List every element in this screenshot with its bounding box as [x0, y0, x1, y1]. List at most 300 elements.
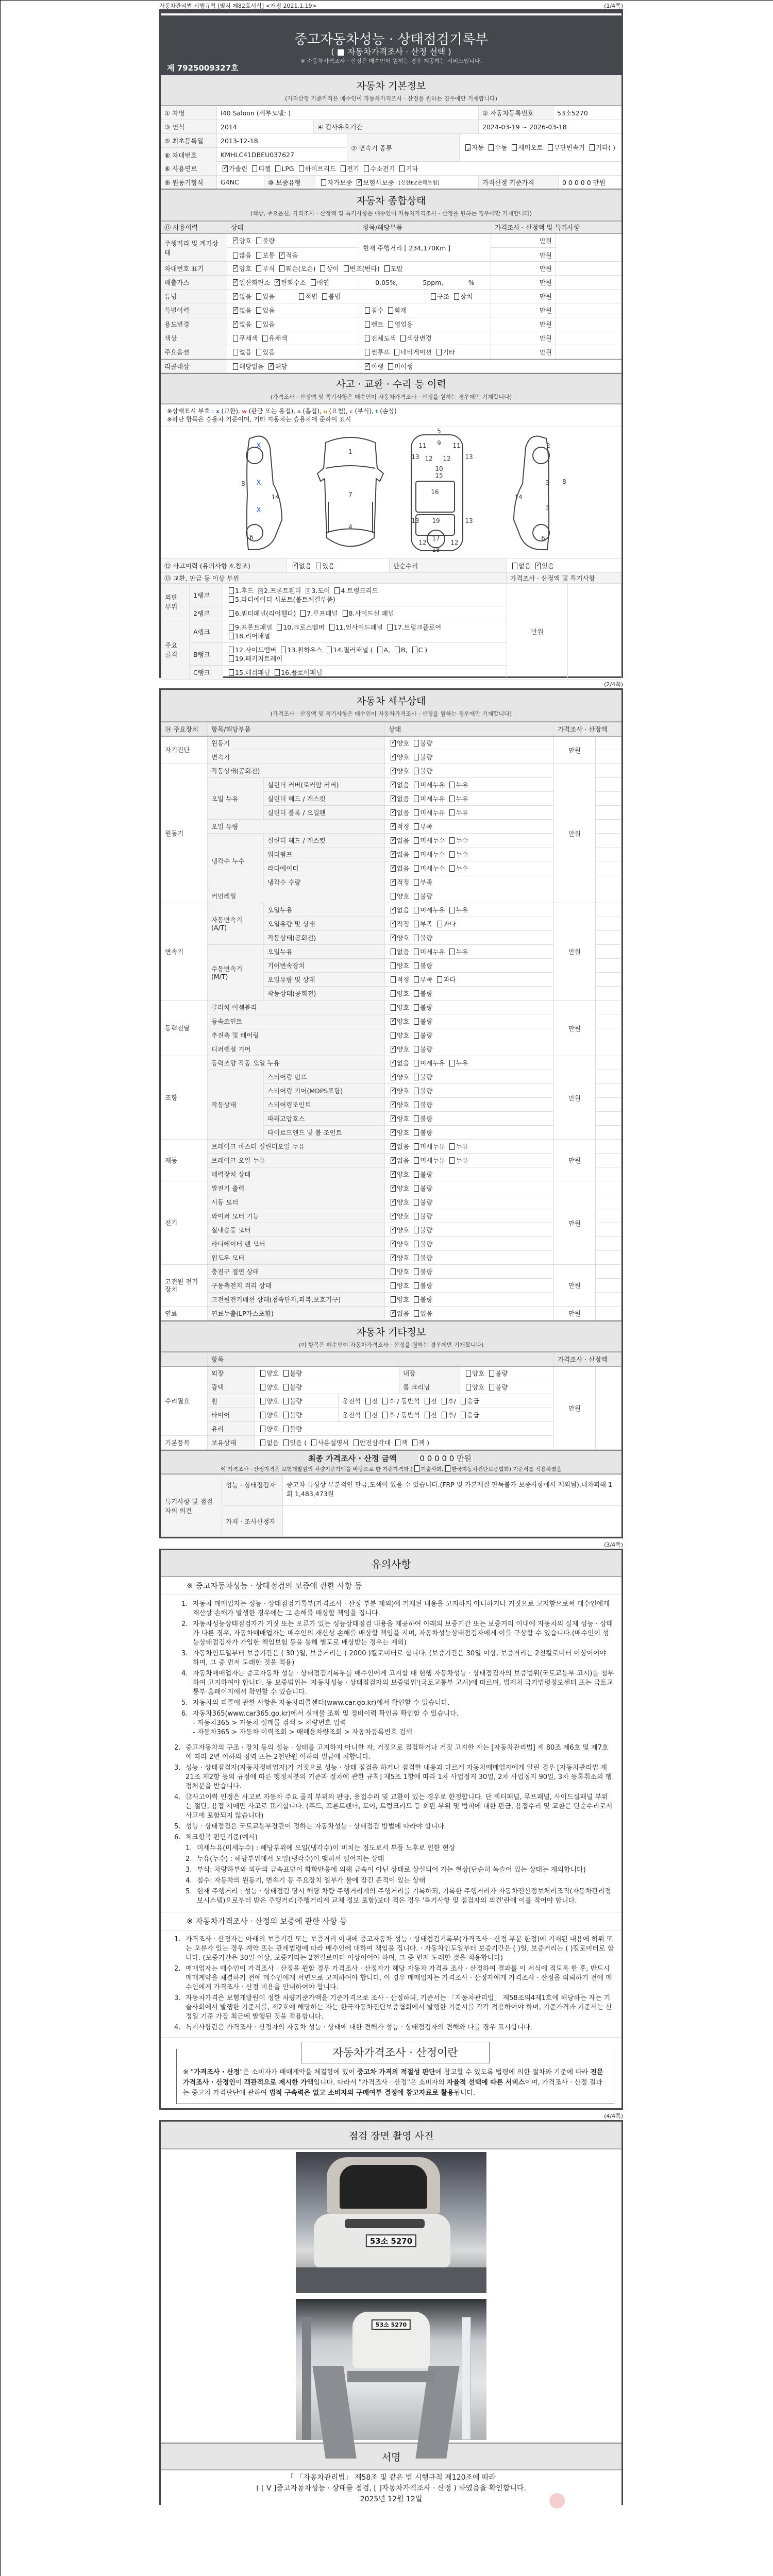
- checkbox[interactable]: [233, 279, 238, 286]
- checkbox-option[interactable]: 있음: [254, 292, 275, 301]
- checkbox[interactable]: [229, 624, 234, 631]
- checkbox[interactable]: [449, 1157, 455, 1164]
- checkbox-option[interactable]: ✓ 자동: [463, 141, 484, 155]
- checkbox-option[interactable]: ✓ 없음: [291, 561, 311, 570]
- checkbox[interactable]: [365, 321, 370, 328]
- checkbox[interactable]: [382, 1412, 388, 1418]
- checkbox[interactable]: [391, 1241, 396, 1247]
- checkbox[interactable]: [391, 740, 396, 747]
- checkbox[interactable]: [414, 837, 419, 844]
- checkbox[interactable]: [414, 976, 419, 983]
- checkbox-option[interactable]: 양호: [389, 1004, 409, 1011]
- checkbox[interactable]: [391, 1101, 396, 1108]
- checkbox-option[interactable]: ✓ 없음: [231, 292, 251, 301]
- checkbox-option[interactable]: 8.사이드실 패널: [341, 609, 394, 617]
- checkbox[interactable]: [391, 1171, 396, 1178]
- checkbox-option[interactable]: ✓ 양호: [389, 1226, 409, 1234]
- checkbox-option[interactable]: 렌트: [363, 319, 383, 329]
- checkbox-option[interactable]: 불량: [412, 1031, 432, 1039]
- checkbox-option[interactable]: 불량: [281, 1425, 302, 1433]
- checkbox-option[interactable]: 미세누유: [412, 1143, 445, 1150]
- checkbox[interactable]: [590, 144, 595, 151]
- checkbox[interactable]: [283, 1439, 289, 1446]
- checkbox[interactable]: [391, 795, 396, 802]
- checkbox-option[interactable]: ✓ 없음: [231, 319, 251, 329]
- checkbox[interactable]: [382, 1398, 388, 1404]
- checkbox[interactable]: [281, 647, 286, 653]
- checkbox-option[interactable]: 7.루프패널: [298, 609, 338, 617]
- checkbox-option[interactable]: 변조(변타): [342, 264, 380, 273]
- checkbox[interactable]: [357, 179, 362, 186]
- checkbox-option[interactable]: 후 / 동반석: [380, 1397, 419, 1405]
- checkbox[interactable]: [293, 563, 298, 569]
- checkbox[interactable]: [414, 1213, 419, 1219]
- checkbox-option[interactable]: 네비게이션: [392, 347, 431, 357]
- checkbox-option[interactable]: 양호: [389, 1031, 409, 1039]
- checkbox[interactable]: [442, 1398, 447, 1404]
- checkbox[interactable]: [489, 144, 494, 151]
- checkbox[interactable]: [283, 1426, 289, 1432]
- checkbox[interactable]: [391, 935, 396, 941]
- checkbox-option[interactable]: 부족: [412, 976, 432, 984]
- checkbox-option[interactable]: 상이: [318, 264, 339, 273]
- checkbox-option[interactable]: ✓ 양호: [389, 1115, 409, 1123]
- checkbox[interactable]: [300, 610, 306, 617]
- checkbox-option[interactable]: 누유: [447, 809, 468, 817]
- checkbox-option[interactable]: 누수: [447, 837, 468, 844]
- checkbox[interactable]: [391, 1088, 396, 1094]
- checkbox-option[interactable]: 불량: [412, 1087, 432, 1095]
- checkbox[interactable]: [391, 879, 396, 886]
- checkbox-option[interactable]: ✓ 없음: [389, 837, 409, 844]
- checkbox-option[interactable]: 불량: [412, 1254, 432, 1262]
- checkbox[interactable]: [306, 588, 310, 594]
- checkbox[interactable]: [279, 265, 284, 272]
- checkbox-option[interactable]: 영업용: [386, 319, 413, 329]
- checkbox-option[interactable]: 불량: [412, 753, 432, 761]
- checkbox-option[interactable]: 불량: [412, 1268, 432, 1276]
- checkbox[interactable]: [454, 293, 459, 300]
- checkbox[interactable]: [391, 851, 396, 858]
- checkbox[interactable]: [233, 321, 238, 328]
- checkbox-option[interactable]: 수동: [486, 141, 507, 155]
- checkbox[interactable]: [414, 1157, 419, 1164]
- checkbox[interactable]: [279, 252, 284, 259]
- checkbox-option[interactable]: 19.패키지트레이: [227, 655, 282, 663]
- checkbox[interactable]: [316, 563, 321, 569]
- checkbox[interactable]: [391, 782, 396, 788]
- checkbox[interactable]: [414, 823, 419, 830]
- checkbox[interactable]: [391, 962, 396, 969]
- checkbox-option[interactable]: ✓ 보험사보증: [355, 179, 394, 187]
- checkbox-option[interactable]: 불량: [412, 1115, 432, 1123]
- checkbox-option[interactable]: 있음 (: [281, 1439, 307, 1447]
- checkbox-option[interactable]: 미이행: [386, 362, 413, 371]
- checkbox-option[interactable]: ✓ 없음: [389, 1157, 409, 1164]
- checkbox[interactable]: [414, 1241, 419, 1247]
- checkbox-option[interactable]: 누수: [447, 851, 468, 858]
- checkbox-option[interactable]: 불량: [412, 1212, 432, 1220]
- checkbox[interactable]: [260, 1370, 265, 1377]
- checkbox-option[interactable]: 누유: [447, 781, 468, 789]
- checkbox-option[interactable]: 불량: [412, 934, 432, 942]
- checkbox[interactable]: [414, 1268, 419, 1275]
- checkbox[interactable]: [388, 624, 393, 631]
- checkbox[interactable]: [299, 293, 304, 300]
- checkbox[interactable]: [449, 837, 455, 844]
- checkbox[interactable]: [414, 768, 419, 774]
- checkbox-option[interactable]: 불량: [254, 236, 275, 245]
- checkbox[interactable]: [321, 179, 326, 186]
- checkbox-option[interactable]: 화재: [386, 306, 407, 315]
- checkbox[interactable]: [343, 610, 348, 617]
- checkbox[interactable]: [391, 1282, 396, 1289]
- checkbox-option[interactable]: ✓ 양호: [389, 767, 409, 775]
- checkbox-option[interactable]: 11.인사이드패널: [327, 623, 383, 631]
- checkbox[interactable]: [277, 624, 282, 631]
- checkbox-option[interactable]: 있음: [412, 1310, 432, 1317]
- checkbox[interactable]: [275, 279, 280, 286]
- checkbox[interactable]: [233, 335, 238, 342]
- checkbox[interactable]: [414, 754, 419, 760]
- checkbox[interactable]: [414, 1296, 419, 1303]
- checkbox-option[interactable]: 매연: [309, 278, 329, 287]
- checkbox[interactable]: [365, 1398, 371, 1404]
- checkbox[interactable]: [394, 349, 399, 355]
- checkbox[interactable]: [229, 647, 234, 653]
- checkbox-option[interactable]: ✓ 양호: [389, 1101, 409, 1109]
- checkbox-option[interactable]: ✓ 없음: [389, 1059, 409, 1067]
- checkbox-option[interactable]: 있음: [314, 561, 334, 570]
- checkbox-option[interactable]: ✓ 양호: [389, 1129, 409, 1137]
- checkbox-option[interactable]: ✓ 없음: [231, 306, 251, 315]
- checkbox[interactable]: [233, 238, 238, 244]
- checkbox[interactable]: [436, 349, 442, 355]
- checkbox[interactable]: [431, 293, 436, 300]
- checkbox[interactable]: [223, 165, 228, 172]
- checkbox-option[interactable]: 후 / 동반석: [380, 1411, 419, 1419]
- checkbox-option[interactable]: 불량: [412, 1198, 432, 1206]
- checkbox-option[interactable]: 미세누유: [412, 809, 445, 817]
- checkbox[interactable]: [414, 1046, 419, 1053]
- checkbox[interactable]: [391, 1185, 396, 1192]
- checkbox-option[interactable]: ✓ 적정: [389, 823, 409, 831]
- checkbox-option[interactable]: 보통: [254, 250, 275, 260]
- checkbox[interactable]: [260, 1439, 265, 1446]
- checkbox-option[interactable]: ✓ 적음: [277, 250, 298, 260]
- checkbox[interactable]: [548, 144, 553, 151]
- checkbox-option[interactable]: ✓ 양호: [389, 1171, 409, 1178]
- checkbox-option[interactable]: 5.라디에이터 서포트(볼트체결부품): [227, 596, 335, 603]
- checkbox-option[interactable]: 있음: [254, 306, 275, 315]
- checkbox[interactable]: [414, 921, 419, 927]
- checkbox[interactable]: [437, 976, 442, 983]
- checkbox[interactable]: [465, 144, 470, 151]
- checkbox-option[interactable]: 12.사이드멤버: [227, 646, 276, 654]
- checkbox-option[interactable]: 누유: [447, 906, 468, 914]
- checkbox[interactable]: [412, 1439, 417, 1446]
- checkbox-option[interactable]: 18.리어패널: [227, 632, 270, 640]
- checkbox-option[interactable]: 양호: [258, 1397, 279, 1405]
- checkbox-option[interactable]: 양호: [258, 1425, 279, 1433]
- checkbox-option[interactable]: 17.트렁크플로어: [385, 623, 441, 631]
- checkbox-option[interactable]: 부족: [412, 920, 432, 928]
- checkbox-option[interactable]: 적정: [389, 976, 409, 984]
- checkbox[interactable]: [391, 837, 396, 844]
- checkbox-option[interactable]: 적법: [297, 292, 317, 301]
- checkbox[interactable]: [414, 1255, 419, 1261]
- checkbox-option[interactable]: 훼손(오손): [277, 264, 315, 273]
- checkbox-option[interactable]: 응급: [459, 1397, 479, 1405]
- checkbox-option[interactable]: 불량: [412, 1018, 432, 1025]
- checkbox[interactable]: [384, 265, 390, 272]
- checkbox[interactable]: [256, 252, 261, 259]
- checkbox-option[interactable]: 무채색: [231, 333, 258, 343]
- checkbox[interactable]: [414, 907, 419, 913]
- checkbox-option[interactable]: 도말: [382, 264, 403, 273]
- checkbox-option[interactable]: 과다: [435, 920, 456, 928]
- checkbox-option[interactable]: 양호: [389, 892, 409, 900]
- checkbox-option[interactable]: 침수: [363, 306, 383, 315]
- checkbox[interactable]: [535, 563, 541, 569]
- checkbox-option[interactable]: 누유: [447, 948, 468, 956]
- checkbox-option[interactable]: 구조: [429, 292, 449, 301]
- checkbox[interactable]: [229, 587, 234, 594]
- checkbox[interactable]: [391, 1074, 396, 1080]
- checkbox[interactable]: [449, 1060, 455, 1066]
- checkbox-option[interactable]: 양호: [389, 1268, 409, 1276]
- checkbox-option[interactable]: 양호: [389, 1282, 409, 1290]
- checkbox-option[interactable]: C ): [410, 646, 428, 654]
- checkbox-option[interactable]: ✓ 없음: [389, 851, 409, 858]
- checkbox-option[interactable]: 누유: [447, 1059, 468, 1067]
- checkbox[interactable]: [391, 893, 396, 900]
- checkbox[interactable]: [229, 633, 234, 639]
- checkbox[interactable]: [414, 1199, 419, 1206]
- checkbox[interactable]: [489, 1370, 494, 1377]
- checkbox-option[interactable]: 불량: [281, 1383, 302, 1391]
- checkbox[interactable]: [391, 1046, 396, 1053]
- checkbox-option[interactable]: 불량: [281, 1369, 302, 1377]
- checkbox[interactable]: [327, 647, 332, 653]
- checkbox-option[interactable]: 부식: [254, 264, 275, 273]
- checkbox[interactable]: [364, 165, 369, 172]
- checkbox-option[interactable]: ✓ 없음: [389, 781, 409, 789]
- checkbox[interactable]: [365, 335, 370, 342]
- checkbox-option[interactable]: 과다: [435, 976, 456, 984]
- checkbox-option[interactable]: 불량: [412, 962, 432, 970]
- checkbox[interactable]: [449, 1143, 455, 1150]
- checkbox-option[interactable]: 많음: [231, 250, 251, 260]
- checkbox[interactable]: [391, 1268, 396, 1275]
- checkbox[interactable]: [414, 1185, 419, 1192]
- checkbox[interactable]: [395, 1439, 400, 1446]
- checkbox-option[interactable]: 양호: [389, 1296, 409, 1303]
- checkbox[interactable]: [388, 321, 393, 328]
- checkbox-option[interactable]: ✓ 없음: [389, 906, 409, 914]
- checkbox-option[interactable]: 미세누유: [412, 1059, 445, 1067]
- checkbox[interactable]: [391, 907, 396, 913]
- checkbox[interactable]: [391, 865, 396, 872]
- checkbox[interactable]: [414, 948, 419, 955]
- checkbox-option[interactable]: 양호: [258, 1369, 279, 1377]
- checkbox-option[interactable]: ✓ 있음: [533, 561, 554, 570]
- checkbox-option[interactable]: 양호: [389, 990, 409, 997]
- checkbox-option[interactable]: ✓ 적정: [389, 878, 409, 886]
- checkbox[interactable]: [449, 795, 455, 802]
- checkbox[interactable]: [489, 1384, 494, 1391]
- checkbox[interactable]: [233, 349, 238, 355]
- checkbox-option[interactable]: ✓ 이행: [363, 362, 383, 371]
- checkbox[interactable]: [449, 907, 455, 913]
- checkbox-option[interactable]: 누유: [447, 1157, 468, 1164]
- checkbox[interactable]: [414, 1060, 419, 1066]
- checkbox[interactable]: [365, 349, 370, 355]
- checkbox[interactable]: [233, 307, 238, 314]
- checkbox-option[interactable]: 불량: [412, 892, 432, 900]
- checkbox-option[interactable]: 유채색: [260, 333, 287, 343]
- checkbox-option[interactable]: 불량: [412, 1129, 432, 1137]
- checkbox[interactable]: [449, 809, 455, 816]
- checkbox[interactable]: [344, 265, 349, 272]
- checkbox[interactable]: [414, 782, 419, 788]
- checkbox[interactable]: [365, 363, 370, 370]
- checkbox[interactable]: [414, 879, 419, 886]
- checkbox-option[interactable]: 13.휠하우스: [279, 646, 322, 654]
- checkbox[interactable]: [442, 1412, 447, 1418]
- checkbox[interactable]: [400, 335, 406, 342]
- checkbox-option[interactable]: 사용설명서: [309, 1439, 348, 1447]
- checkbox[interactable]: [466, 1384, 471, 1391]
- checkbox-option[interactable]: 미세누유: [412, 906, 445, 914]
- checkbox[interactable]: [414, 1171, 419, 1178]
- checkbox[interactable]: [329, 624, 334, 631]
- checkbox[interactable]: [322, 293, 327, 300]
- checkbox-option[interactable]: 기타( ): [587, 141, 615, 155]
- checkbox-option[interactable]: 전기: [339, 164, 359, 173]
- checkbox-option[interactable]: ✓ 없음: [389, 795, 409, 803]
- checkbox-option[interactable]: 미세누수: [412, 837, 445, 844]
- checkbox[interactable]: [461, 1398, 466, 1404]
- checkbox[interactable]: [414, 1074, 419, 1080]
- checkbox[interactable]: [414, 851, 419, 858]
- checkbox-option[interactable]: 불량: [281, 1411, 302, 1419]
- checkbox-option[interactable]: x 2.프론트휀더: [256, 587, 301, 595]
- checkbox-option[interactable]: 있음: [254, 347, 275, 357]
- checkbox[interactable]: [414, 740, 419, 747]
- checkbox-option[interactable]: 양호: [464, 1369, 484, 1377]
- checkbox[interactable]: [414, 935, 419, 941]
- checkbox[interactable]: [299, 165, 304, 172]
- checkbox-option[interactable]: 전: [423, 1411, 437, 1419]
- checkbox[interactable]: [437, 921, 442, 927]
- checkbox[interactable]: [258, 588, 263, 594]
- checkbox[interactable]: [391, 1213, 396, 1219]
- checkbox-option[interactable]: ✓ 일산화탄소: [231, 278, 270, 287]
- checkbox[interactable]: [466, 1370, 471, 1377]
- checkbox-option[interactable]: ✓ 양호: [389, 1198, 409, 1206]
- checkbox-option[interactable]: ✓ 없음: [389, 1143, 409, 1150]
- checkbox[interactable]: [256, 238, 261, 244]
- checkbox-option[interactable]: 불량: [412, 1282, 432, 1290]
- checkbox[interactable]: [283, 1384, 289, 1391]
- checkbox[interactable]: [388, 363, 393, 370]
- checkbox[interactable]: [391, 1004, 396, 1011]
- checkbox[interactable]: [354, 1439, 359, 1446]
- checkbox-option[interactable]: ✓ 탄화수소: [273, 278, 306, 287]
- checkbox-option[interactable]: ✓ 해당: [266, 362, 287, 371]
- checkbox-option[interactable]: ✓ 양호: [389, 1240, 409, 1248]
- checkbox[interactable]: [388, 307, 393, 314]
- checkbox[interactable]: [260, 1412, 265, 1418]
- checkbox[interactable]: [262, 335, 267, 342]
- checkbox[interactable]: [414, 795, 419, 802]
- checkbox-option[interactable]: 전체도색: [363, 333, 396, 343]
- checkbox-option[interactable]: ✓ 양호: [389, 753, 409, 761]
- checkbox-option[interactable]: 후/: [440, 1397, 456, 1405]
- checkbox-option[interactable]: ✓ 가솔린: [221, 164, 247, 173]
- checkbox-option[interactable]: 누유: [447, 795, 468, 803]
- checkbox[interactable]: [414, 1227, 419, 1233]
- checkbox[interactable]: [283, 1412, 289, 1418]
- checkbox-option[interactable]: 미세누유: [412, 781, 445, 789]
- checkbox-option[interactable]: 잭: [393, 1439, 408, 1447]
- checkbox-option[interactable]: 누수: [447, 865, 468, 872]
- checkbox-option[interactable]: 안전삼각대: [351, 1439, 391, 1447]
- checkbox[interactable]: [512, 563, 517, 569]
- checkbox[interactable]: [260, 1426, 265, 1432]
- checkbox-option[interactable]: ✓ 없음: [389, 865, 409, 872]
- checkbox[interactable]: [233, 252, 238, 259]
- checkbox-option[interactable]: 미세누수: [412, 851, 445, 858]
- checkbox-option[interactable]: x 3.도어: [304, 587, 330, 595]
- checkbox[interactable]: [391, 1129, 396, 1136]
- checkbox-option[interactable]: 16.플로어패널: [273, 669, 322, 676]
- checkbox-option[interactable]: 불량: [487, 1383, 508, 1391]
- checkbox-option[interactable]: 미세누유: [412, 795, 445, 803]
- checkbox-option[interactable]: 4.트렁크리드: [332, 587, 378, 595]
- checkbox-option[interactable]: 불량: [412, 1073, 432, 1081]
- checkbox[interactable]: [449, 948, 455, 955]
- checkbox[interactable]: [275, 165, 280, 172]
- checkbox-option[interactable]: ✓ 양호: [389, 1212, 409, 1220]
- checkbox[interactable]: [256, 265, 261, 272]
- checkbox-option[interactable]: 해당없음: [231, 362, 264, 371]
- checkbox[interactable]: [229, 596, 234, 603]
- checkbox-option[interactable]: 자가보증: [319, 179, 352, 187]
- checkbox-option[interactable]: 14.필러패널 (: [325, 646, 373, 654]
- checkbox[interactable]: [391, 1018, 396, 1025]
- checkbox[interactable]: [229, 669, 234, 676]
- checkbox[interactable]: [391, 1227, 396, 1233]
- checkbox[interactable]: [391, 1255, 396, 1261]
- checkbox[interactable]: [414, 1129, 419, 1136]
- checkbox-option[interactable]: 불량: [281, 1397, 302, 1405]
- checkbox-option[interactable]: 부족: [412, 823, 432, 831]
- checkbox[interactable]: [229, 655, 234, 662]
- checkbox-option[interactable]: 불량: [412, 739, 432, 747]
- checkbox[interactable]: [414, 990, 419, 997]
- checkbox-option[interactable]: 불량: [412, 1101, 432, 1109]
- checkbox-option[interactable]: 장치: [452, 292, 473, 301]
- checkbox[interactable]: [256, 321, 261, 328]
- checkbox-option[interactable]: 미세누유: [412, 948, 445, 956]
- checkbox[interactable]: [311, 279, 316, 286]
- checkbox-option[interactable]: 6.쿼터패널(리어휀다): [227, 609, 296, 617]
- checkbox-option[interactable]: 있음: [254, 319, 275, 329]
- checkbox-option[interactable]: 양호: [258, 1411, 279, 1419]
- checkbox[interactable]: [283, 1370, 289, 1377]
